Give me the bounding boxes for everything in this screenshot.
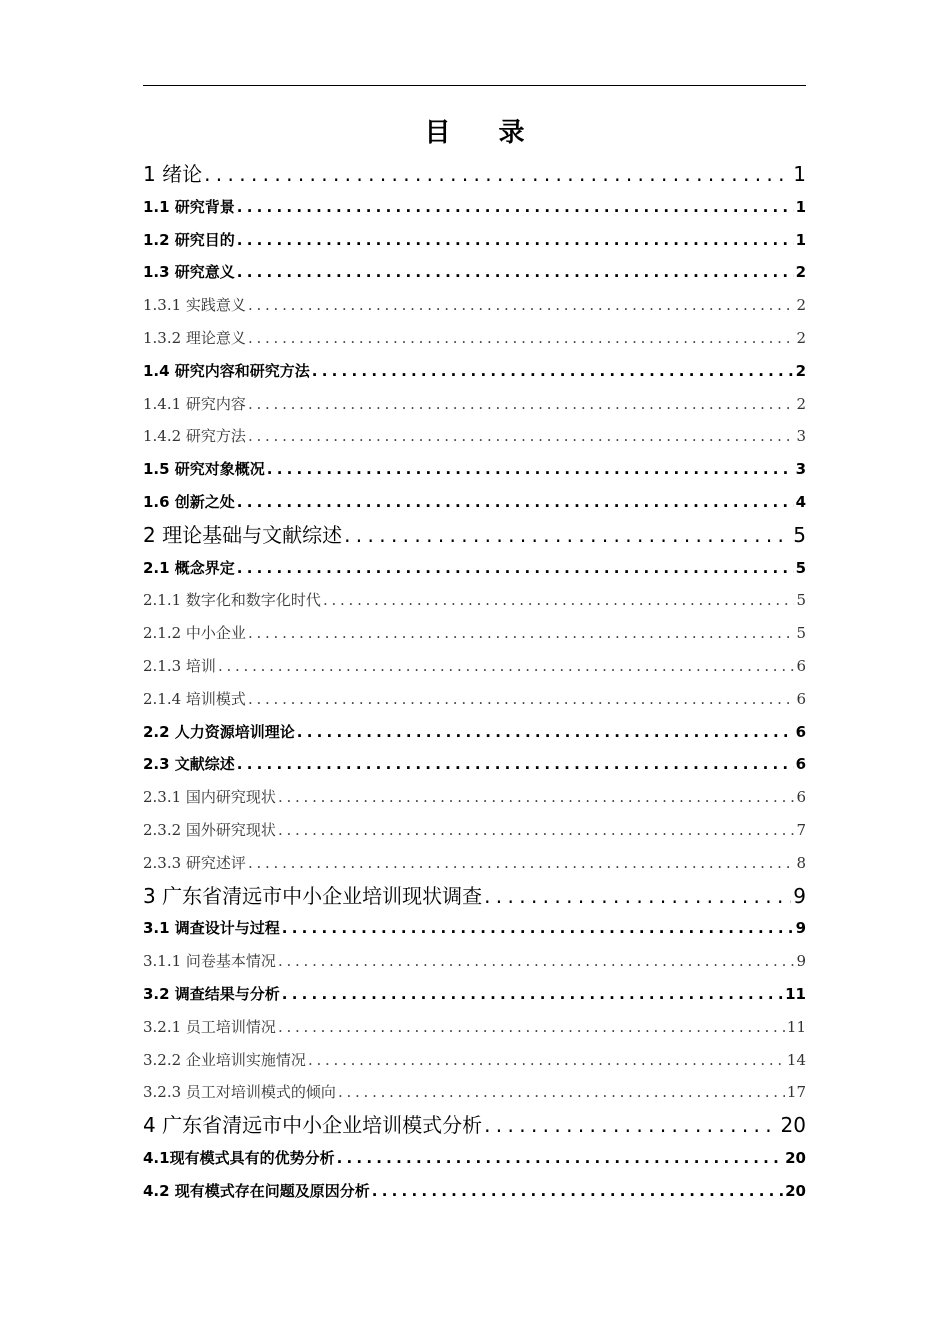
toc-entry-page-number: 6 (795, 722, 806, 741)
toc-leader-dots (344, 520, 791, 550)
toc-entry-page-number: 3 (796, 427, 806, 446)
toc-entry-page-number: 2 (795, 361, 806, 380)
toc-entry-label: 3.2.3 员工对培训模式的倾向 (143, 1083, 336, 1102)
toc-leader-dots (323, 588, 795, 612)
toc-entry-label: 1.1 研究背景 (143, 197, 235, 216)
toc-leader-dots (308, 1048, 785, 1072)
toc-entry-label: 2.1.1 数字化和数字化时代 (143, 591, 321, 610)
toc-leader-dots (282, 916, 794, 940)
toc-entry-page-number: 1 (795, 230, 806, 249)
toc-entry-label: 2.1.3 培训 (143, 657, 216, 675)
toc-entry[interactable] (143, 228, 806, 252)
toc-entry-label: 3.2.1 员工培训情况 (143, 1017, 276, 1036)
toc-leader-dots (248, 687, 795, 711)
toc-leader-dots (484, 1110, 778, 1140)
toc-entry[interactable] (143, 687, 806, 711)
toc-entry-page-number: 5 (796, 624, 806, 643)
toc-entry-label: 4.1现有模式具有的优势分析 (143, 1149, 335, 1167)
toc-leader-dots (372, 1179, 783, 1203)
toc-entry-label: 1.5 研究对象概况 (143, 460, 265, 479)
toc-leader-dots (297, 720, 794, 744)
toc-title-char-2: 录 (498, 118, 525, 148)
toc-leader-dots (282, 982, 783, 1006)
toc-leader-dots (278, 1015, 785, 1039)
toc-leader-dots (248, 392, 795, 416)
toc-entry-page-number: 2 (795, 263, 806, 282)
toc-entry-page-number: 1 (795, 197, 806, 216)
toc-entry[interactable] (143, 260, 806, 284)
toc-entry-label: 1 绪论 (143, 162, 203, 186)
toc-entry-label: 2.3.1 国内研究现状 (143, 788, 276, 807)
toc-entry-label: 2.2 人力资源培训理论 (143, 722, 295, 741)
toc-entry[interactable] (143, 654, 806, 678)
toc-entry-label: 2 理论基础与文献综述 (143, 522, 343, 547)
toc-entry[interactable] (143, 457, 806, 481)
toc-entry-page-number: 2 (796, 296, 806, 315)
toc-entry-label: 2.1.2 中小企业 (143, 624, 246, 643)
toc-entry-label: 1.4.2 研究方法 (143, 427, 246, 446)
toc-leader-dots (267, 457, 794, 481)
toc-entry-label: 2.3.3 研究述评 (143, 853, 246, 872)
toc-entry[interactable] (143, 916, 806, 940)
toc-entry[interactable] (143, 982, 806, 1006)
toc-entry[interactable] (143, 851, 806, 875)
toc-entry-label: 1.4.1 研究内容 (143, 394, 246, 413)
toc-entry[interactable] (143, 424, 806, 448)
toc-entry-label: 1.6 创新之处 (143, 493, 235, 511)
toc-leader-dots (484, 881, 791, 911)
toc-leader-dots (237, 228, 794, 252)
toc-leader-dots (278, 785, 795, 809)
toc-leader-dots (237, 195, 794, 219)
toc-entry-page-number: 6 (796, 788, 806, 807)
toc-leader-dots (312, 359, 794, 383)
toc-leader-dots (248, 621, 795, 645)
toc-entry-label: 3.1.1 问卷基本情况 (143, 952, 276, 971)
toc-entry-label: 2.3 文献综述 (143, 755, 235, 774)
toc-leader-dots (278, 818, 795, 842)
toc-entry-label: 1.3.2 理论意义 (143, 329, 246, 347)
toc-leader-dots (248, 326, 795, 350)
toc-entry-page-number: 9 (796, 952, 806, 971)
toc-entry-page-number: 20 (780, 1113, 806, 1138)
toc-entry[interactable] (143, 490, 806, 514)
toc-leader-dots (337, 1146, 784, 1170)
toc-entry-label: 3.1 调查设计与过程 (143, 919, 280, 938)
toc-leader-dots (237, 556, 794, 580)
toc-entry[interactable] (143, 1146, 806, 1170)
toc-entry[interactable] (143, 949, 806, 973)
toc-entry-page-number: 7 (796, 821, 806, 839)
toc-leader-dots (237, 752, 794, 776)
toc-entry[interactable] (143, 1015, 806, 1039)
toc-entry-label: 1.2 研究目的 (143, 230, 235, 249)
toc-leader-dots (218, 654, 795, 678)
toc-leader-dots (237, 260, 794, 284)
toc-entry[interactable] (143, 1080, 806, 1104)
toc-entry-page-number: 9 (795, 919, 806, 938)
toc-entry[interactable] (143, 752, 806, 776)
toc-entry[interactable] (143, 1110, 806, 1140)
toc-entry-page-number: 11 (785, 985, 806, 1003)
toc-entry-label: 2.1 概念界定 (143, 558, 235, 577)
toc-entry-label: 4 广东省清远市中小企业培训模式分析 (143, 1113, 483, 1138)
toc-entry-page-number: 6 (795, 755, 806, 774)
toc-entry[interactable] (143, 392, 806, 416)
toc-entry-page-number: 6 (796, 689, 806, 708)
toc-title (143, 113, 806, 153)
toc-entry-label: 3 广东省清远市中小企业培训现状调查 (143, 883, 483, 908)
toc-entry[interactable] (143, 588, 806, 612)
toc-entry-page-number: 9 (793, 883, 806, 908)
toc-entry[interactable] (143, 359, 806, 383)
toc-entry-label: 4.2 现有模式存在问题及原因分析 (143, 1181, 370, 1200)
toc-leader-dots (248, 293, 795, 317)
toc-entry[interactable] (143, 621, 806, 645)
toc-leader-dots (248, 851, 795, 875)
toc-entry-page-number: 1 (793, 162, 806, 186)
toc-entry[interactable] (143, 326, 806, 350)
toc-leader-dots (248, 424, 795, 448)
toc-entry[interactable] (143, 195, 806, 219)
toc-entry-label: 2.3.2 国外研究现状 (143, 821, 276, 839)
toc-entry[interactable] (143, 785, 806, 809)
header-rule (143, 85, 806, 86)
toc-leader-dots (204, 159, 791, 189)
toc-entry-page-number: 5 (796, 591, 806, 610)
toc-entry[interactable] (143, 556, 806, 580)
toc-entry[interactable] (143, 720, 806, 744)
toc-leader-dots (237, 490, 794, 514)
toc-leader-dots (338, 1080, 785, 1104)
toc-entry-label: 1.3.1 实践意义 (143, 296, 246, 315)
toc-entry-page-number: 2 (796, 394, 806, 413)
toc-entry-page-number: 11 (786, 1017, 806, 1036)
toc-entry-label: 3.2 调查结果与分析 (143, 985, 280, 1003)
toc-entry-page-number: 8 (796, 853, 806, 872)
toc-entry-page-number: 2 (796, 329, 806, 347)
toc-leader-dots (278, 949, 795, 973)
toc-entry[interactable] (143, 1048, 806, 1072)
toc-entry-page-number: 17 (786, 1083, 806, 1102)
toc-entry-page-number: 20 (785, 1181, 806, 1200)
toc-entry-label: 2.1.4 培训模式 (143, 689, 246, 708)
toc-entry[interactable] (143, 159, 806, 189)
toc-entry-page-number: 5 (795, 558, 806, 577)
toc-entry[interactable] (143, 881, 806, 911)
toc-title-char-1: 目 (424, 118, 451, 148)
toc-entry-page-number: 3 (795, 460, 806, 479)
toc-entry-label: 1.3 研究意义 (143, 263, 235, 282)
toc-entry-page-number: 4 (795, 493, 806, 511)
toc-entry[interactable] (143, 818, 806, 842)
toc-entry-page-number: 14 (786, 1050, 806, 1069)
toc-entry[interactable] (143, 293, 806, 317)
toc-entry-label: 3.2.2 企业培训实施情况 (143, 1050, 306, 1069)
toc-entry-page-number: 6 (796, 657, 806, 675)
toc-entry[interactable] (143, 1179, 806, 1203)
toc-entry-label: 1.4 研究内容和研究方法 (143, 361, 310, 380)
toc-entry[interactable] (143, 520, 806, 550)
toc-entry-page-number: 5 (793, 522, 806, 547)
toc-entry-page-number: 20 (785, 1149, 806, 1167)
